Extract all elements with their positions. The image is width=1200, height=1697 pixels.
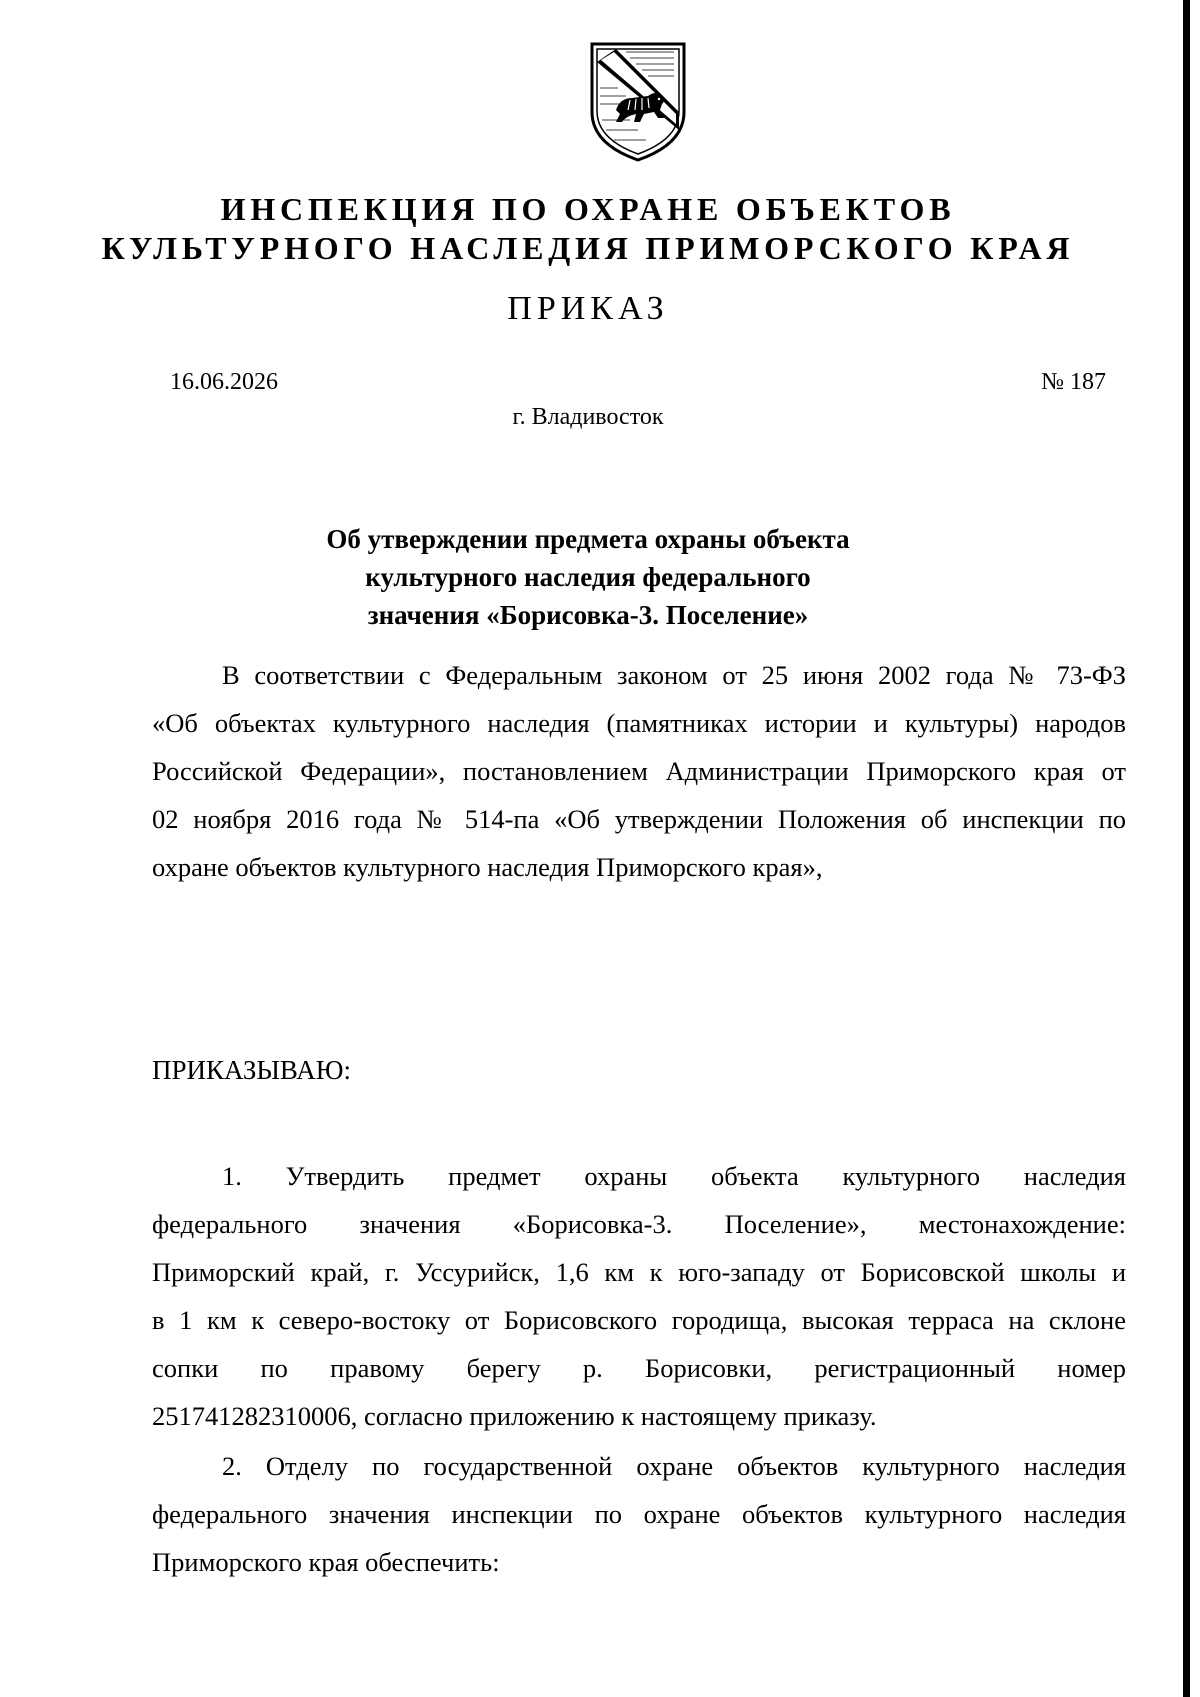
document-date: 16.06.2026 [170,369,278,395]
preamble-line: охране объектов культурного наследия Приморского края», [152,852,823,882]
preamble-line: В соответствии с Федеральным законом от 25 июня 2002 года № 73-ФЗ [222,660,1126,690]
document-city: г. Владивосток [512,404,664,430]
order-item-1 [152,1152,1126,1440]
document-type: ПРИКАЗ [507,290,669,327]
order-item-line: сопки по правому берегу р. Борисовки, регистрационный номер [152,1353,1126,1383]
order-word: ПРИКАЗЫВАЮ: [152,1055,351,1085]
subject-line: Об утверждении предмета охраны объекта [326,524,850,554]
preamble-line: 02 ноября 2016 года № 514-па «Об утверждении Положения об инспекции по [152,804,1126,834]
order-item-2 [152,1442,1126,1586]
coat-of-arms-icon [586,40,690,164]
order-item-line: федерального значения «Борисовка-3. Поселение», местонахождение: [152,1209,1126,1239]
preamble-line: Российской Федерации», постановлением Администрации Приморского края от [152,756,1126,786]
scan-edge-border [1183,0,1190,1697]
subject-line: культурного наследия федерального [365,562,811,592]
subject-line: значения «Борисовка-3. Поселение» [367,600,809,630]
order-item-line: в 1 км к северо-востоку от Борисовского городища, высокая терраса на склоне [152,1305,1126,1335]
preamble-line: «Об объектах культурного наследия (памятниках истории и культуры) народов [152,708,1126,738]
order-item-line: 1. Утвердить предмет охраны объекта культурного наследия [222,1161,1126,1191]
organization-name-line-2: КУЛЬТУРНОГО НАСЛЕДИЯ ПРИМОРСКОГО КРАЯ [101,230,1075,266]
order-item-line: 2. Отделу по государственной охране объектов культурного наследия [222,1451,1126,1481]
document-number: № 187 [1041,369,1106,395]
preamble-paragraph [152,651,1126,891]
order-item-line: 251741282310006, согласно приложению к настоящему приказу. [152,1401,877,1431]
order-item-line: Приморского края обеспечить: [152,1547,500,1577]
order-item-line: Приморский край, г. Уссурийск, 1,6 км к юго-западу от Борисовской школы и [152,1257,1126,1287]
organization-name-line-1: ИНСПЕКЦИЯ ПО ОХРАНЕ ОБЪЕКТОВ [220,191,956,227]
order-item-line: федерального значения инспекции по охране объектов культурного наследия [152,1499,1126,1529]
document-subject [300,520,876,634]
